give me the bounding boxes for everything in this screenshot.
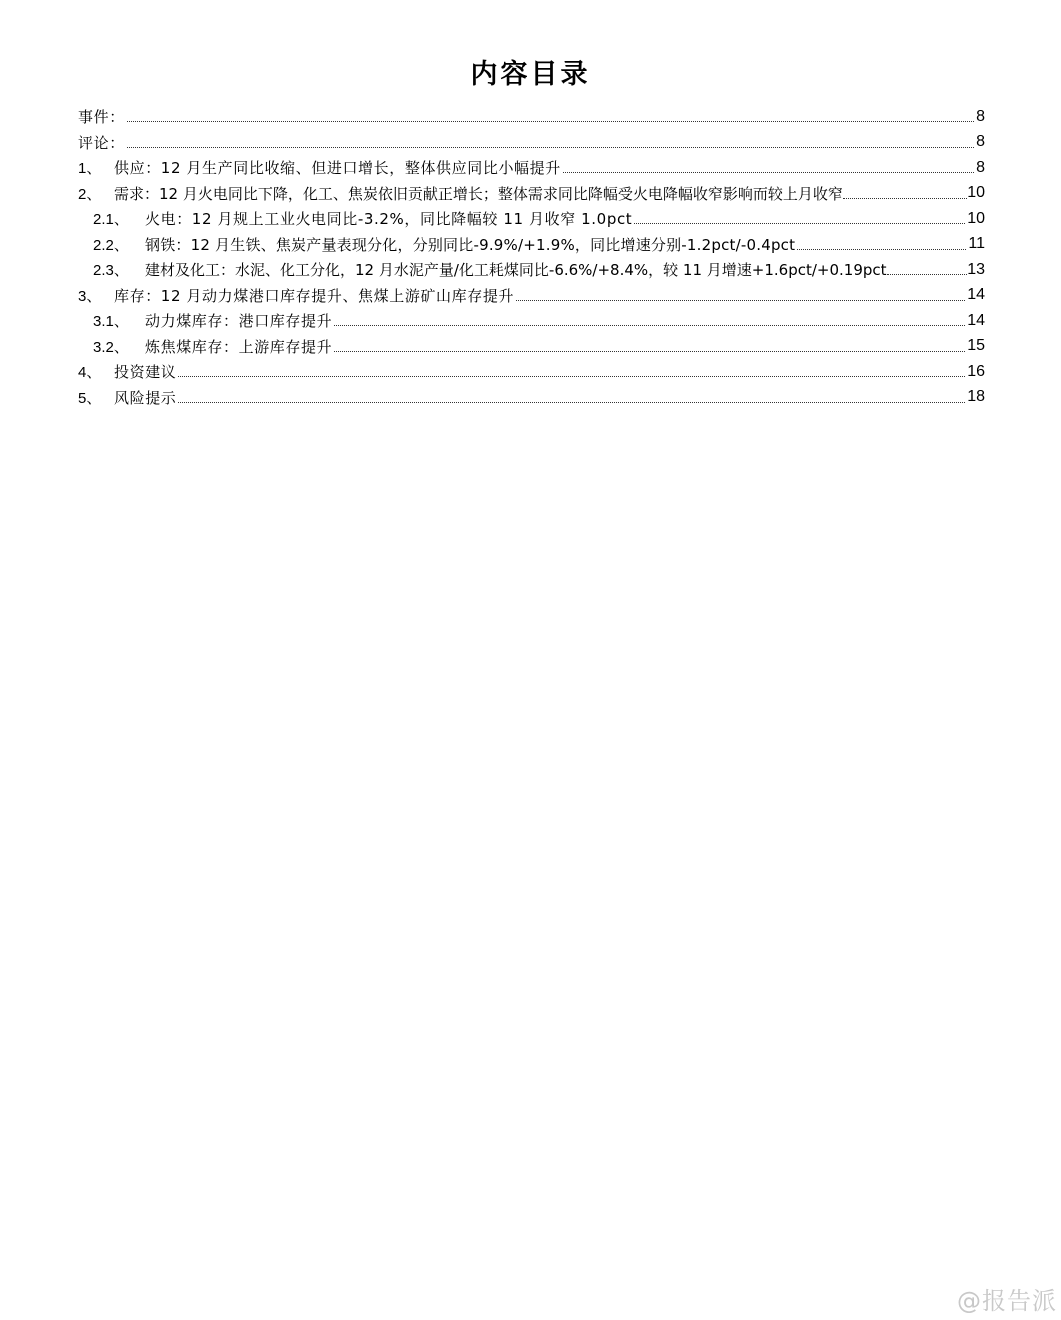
toc-entry-text: 事件： <box>78 108 125 127</box>
toc-entry-page: 8 <box>976 133 985 151</box>
toc-entry-page: 14 <box>967 286 985 304</box>
toc-leader-dots <box>127 121 974 122</box>
toc-leader-dots <box>843 198 967 199</box>
toc-entry-number: 1、 <box>78 160 102 178</box>
toc-entry-page: 10 <box>967 209 985 227</box>
toc-entry-page: 18 <box>967 388 985 406</box>
toc-entry-number: 3.2、 <box>93 338 129 356</box>
toc-leader-dots <box>334 325 965 326</box>
toc-entry-page: 15 <box>967 337 985 355</box>
toc-entry-3-2-coking-coal[interactable] <box>0 334 1061 360</box>
toc-leader-dots <box>797 249 966 250</box>
toc-entry-2-demand[interactable] <box>0 181 1061 207</box>
toc-entry-text: 建材及化工：水泥、化工分化，12 月水泥产量/化工耗煤同比-6.6%/+8.4%，较 11 月增速+1.6pct/+0.19pct <box>145 261 887 280</box>
toc-leader-dots <box>516 300 965 301</box>
toc-entry-number: 2.2、 <box>93 236 129 254</box>
toc-entry-page: 16 <box>967 362 985 380</box>
toc-entry-text: 动力煤库存：港口库存提升 <box>145 312 333 331</box>
toc-list <box>0 104 1061 410</box>
toc-entry-text: 供应：12 月生产同比收缩、但进口增长，整体供应同比小幅提升 <box>114 159 561 178</box>
toc-entry-text: 风险提示 <box>114 388 177 407</box>
toc-entry-text: 钢铁：12 月生铁、焦炭产量表现分化，分别同比-9.9%/+1.9%，同比增速分别-1.2pct/-0.4pct <box>145 235 796 254</box>
toc-leader-dots <box>178 376 965 377</box>
toc-entry-text: 炼焦煤库存：上游库存提升 <box>145 337 333 356</box>
toc-leader-dots <box>634 223 965 224</box>
toc-entry-2-1-thermal-power[interactable] <box>0 206 1061 232</box>
toc-entry-number: 3.1、 <box>93 313 129 331</box>
toc-entry-number: 2、 <box>78 185 102 203</box>
toc-entry-4-investment[interactable] <box>0 359 1061 385</box>
toc-entry-text: 需求：12 月火电同比下降，化工、焦炭依旧贡献正增长；整体需求同比降幅受火电降幅收窄影响而较上月收窄 <box>114 184 843 203</box>
watermark: @报告派 <box>957 1287 1057 1315</box>
toc-entry-page: 10 <box>967 184 985 202</box>
toc-entry-text: 库存：12 月动力煤港口库存提升、焦煤上游矿山库存提升 <box>114 286 515 305</box>
toc-entry-number: 3、 <box>78 287 102 305</box>
toc-entry-page: 13 <box>967 260 985 278</box>
toc-entry-2-3-building-chemical[interactable] <box>0 257 1061 283</box>
toc-entry-comment[interactable] <box>0 130 1061 156</box>
toc-entry-3-1-thermal-coal[interactable] <box>0 308 1061 334</box>
toc-entry-2-2-steel[interactable] <box>0 232 1061 258</box>
toc-entry-text: 火电：12 月规上工业火电同比-3.2%，同比降幅较 11 月收窄 1.0pct <box>145 210 633 229</box>
toc-entry-number: 4、 <box>78 364 102 382</box>
toc-leader-dots <box>334 351 965 352</box>
toc-entry-number: 2.3、 <box>93 262 129 280</box>
toc-entry-page: 8 <box>976 158 985 176</box>
toc-entry-number: 5、 <box>78 389 102 407</box>
toc-entry-3-inventory[interactable] <box>0 283 1061 309</box>
toc-leader-dots <box>178 402 965 403</box>
toc-entry-5-risk[interactable] <box>0 385 1061 411</box>
toc-entry-page: 8 <box>976 107 985 125</box>
toc-entry-page: 11 <box>968 235 985 253</box>
toc-entry-page: 14 <box>967 311 985 329</box>
toc-leader-dots <box>127 147 974 148</box>
toc-leader-dots <box>563 172 974 173</box>
toc-entry-event[interactable] <box>0 104 1061 130</box>
toc-entry-text: 评论： <box>78 133 125 152</box>
toc-entry-number: 2.1、 <box>93 211 129 229</box>
toc-entry-1-supply[interactable] <box>0 155 1061 181</box>
toc-leader-dots <box>887 274 968 275</box>
page-title: 内容目录 <box>470 59 591 90</box>
toc-entry-text: 投资建议 <box>114 363 177 382</box>
